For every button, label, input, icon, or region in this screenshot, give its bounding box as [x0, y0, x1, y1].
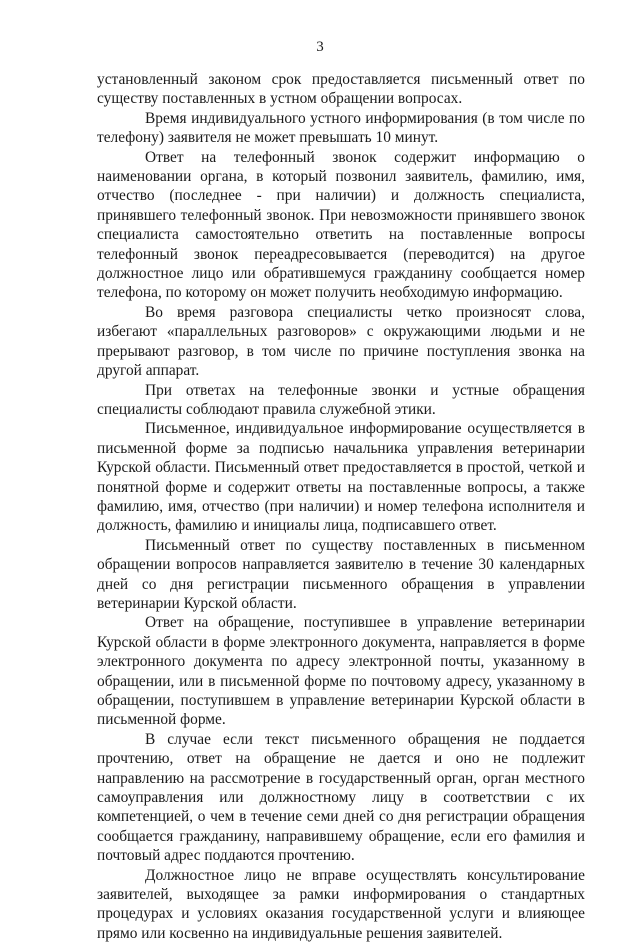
paragraph-service-ethics: При ответах на телефонные звонки и устные обращения специалисты соблюдают правила служебной этики.	[97, 381, 585, 418]
page-number: 3	[316, 39, 324, 55]
paragraph-conversation-rules: Во время разговора специалисты четко произносят слова, избегают «параллельных разговоров» с окружающими людьми и не прерывают разговор, в том числе по причине поступления звонка на другой аппарат.	[97, 303, 585, 380]
paragraph-continuation: установленный законом срок предоставляется письменный ответ по существу поставленных в устном обращении вопросах.	[97, 71, 585, 108]
paragraph-electronic-answer: Ответ на обращение, поступившее в управление ветеринарии Курской области в форме электронного документа, направляется в форме электронного документа по адресу электронной почты, указанному в обращении, или в письменной форме по почтовому адресу, указанному в обращении, поступившем в управление ветеринарии Курской области в письменной форме.	[97, 614, 585, 729]
paragraph-written-answer-term: Письменный ответ по существу поставленных в письменном обращении вопросов направляется заявителю в течение 30 календарных дней со дня регистрации письменного обращения в управлении ветеринарии Курской области.	[97, 536, 585, 612]
paragraph-phone-answer: Ответ на телефонный звонок содержит информацию о наименовании органа, в который позвонил заявитель, фамилию, имя, отчество (последнее - при наличии) и должность специалиста, принявшего телефонный звонок. При невозможности принявшего звонок специалиста самостоятельно ответить на поставленные вопросы телефонный звонок переадресовывается (переводится) на другое должностное лицо или обратившемуся гражданину сообщается номер телефона, по которому он может получить необходимую информацию.	[97, 148, 585, 302]
paragraph-written-informing: Письменное, индивидуальное информирование осуществляется в письменной форме за подписью начальника управления ветеринарии Курской области. Письменный ответ предоставляется в простой, четкой и понятной форме и содержит ответы на поставленные вопросы, а также фамилию, имя, отчество (при наличии) и номер телефона исполнителя и должность, фамилию и инициалы лица, подписавшего ответ.	[97, 420, 585, 535]
document-body	[97, 70, 585, 943]
paragraph-consulting-limits: Должностное лицо не вправе осуществлять консультирование заявителей, выходящее за рамки информирования о стандартных процедурах и условиях оказания государственной услуги и влияющее прямо или косвенно на индивидуальные решения заявителей.	[97, 866, 585, 942]
paragraph-oral-duration: Время индивидуального устного информирования (в том числе по телефону) заявителя не может превышать 10 минут.	[97, 109, 585, 147]
paragraph-unreadable-text: В случае если текст письменного обращения не поддается прочтению, ответ на обращение не дается и оно не подлежит направлению на рассмотрение в государственный орган, орган местного самоуправления или должностному лицу в соответствии с их компетенцией, о чем в течение семи дней со дня регистрации обращения сообщается гражданину, направившему обращение, если его фамилия и почтовый адрес поддаются прочтению.	[97, 730, 585, 865]
